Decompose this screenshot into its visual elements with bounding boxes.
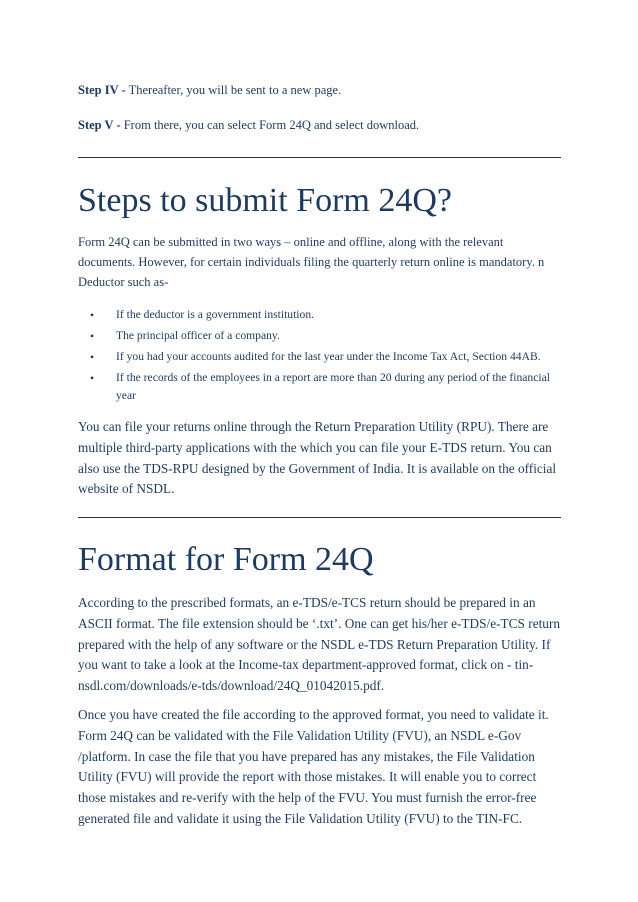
divider-2	[78, 517, 561, 518]
step-v-label: Step V -	[78, 118, 121, 132]
step-v	[78, 117, 419, 133]
list-item: • If the deductor is a government institution.	[78, 306, 562, 324]
validation-paragraph: Once you have created the file according to the approved format, you need to validate it. Form 24Q can be validated with the File Validation Utility (FVU), an NSDL e-Gov /platform. In case the file that you have prepared has any mistakes, the File Validation Utility (FVU) will provide the report with those mistakes. It will enable you to correct those mistakes and re-verify with the help of the FVU. You must furnish the error-free generated file and validate it using the File Validation Utility (FVU) to the TIN-FC.	[78, 707, 549, 826]
list-item: • The principal officer of a company.	[78, 327, 562, 345]
steps-heading: Steps to submit Form 24Q?	[78, 182, 453, 219]
step-iv-text: Thereafter, you will be sent to a new page.	[125, 83, 342, 97]
format-heading: Format for Form 24Q	[78, 541, 374, 578]
rpu-paragraph: You can file your returns online through the Return Preparation Utility (RPU). There are multiple third-party applications with the which you can file your E-TDS return. You can also use the TDS-RPU designed by the Government of India. It is available on the official website of NSDL.	[78, 419, 557, 497]
step-iv	[78, 82, 341, 98]
steps-intro: Form 24Q can be submitted in two ways – online and offline, along with the relevant documents. However, for certain individuals filing the quarterly return online is mandatory. n Deductor such as-	[78, 235, 545, 289]
step-iv-label: Step IV -	[78, 83, 126, 97]
list-item: • If you had your accounts audited for the last year under the Income Tax Act, Section 44AB.	[78, 348, 562, 366]
format-paragraph: According to the prescribed formats, an e-TDS/e-TCS return should be prepared in an ASCII format. The file extension should be ‘.txt’. One can get his/her e-TDS/e-TCS return prepared with the help of any software or the NSDL e-TDS Return Preparation Utility. If you want to take a look at the Income-tax department-approved format, click on - tin-nsdl.com/downloads/e-tds/download/24Q_01042015.pdf.	[78, 595, 561, 694]
step-v-text: From there, you can select Form 24Q and select download.	[120, 118, 420, 132]
deductor-list	[78, 306, 562, 408]
divider-1	[78, 157, 561, 158]
list-item: • If the records of the employees in a report are more than 20 during any period of the financial year	[78, 369, 562, 405]
